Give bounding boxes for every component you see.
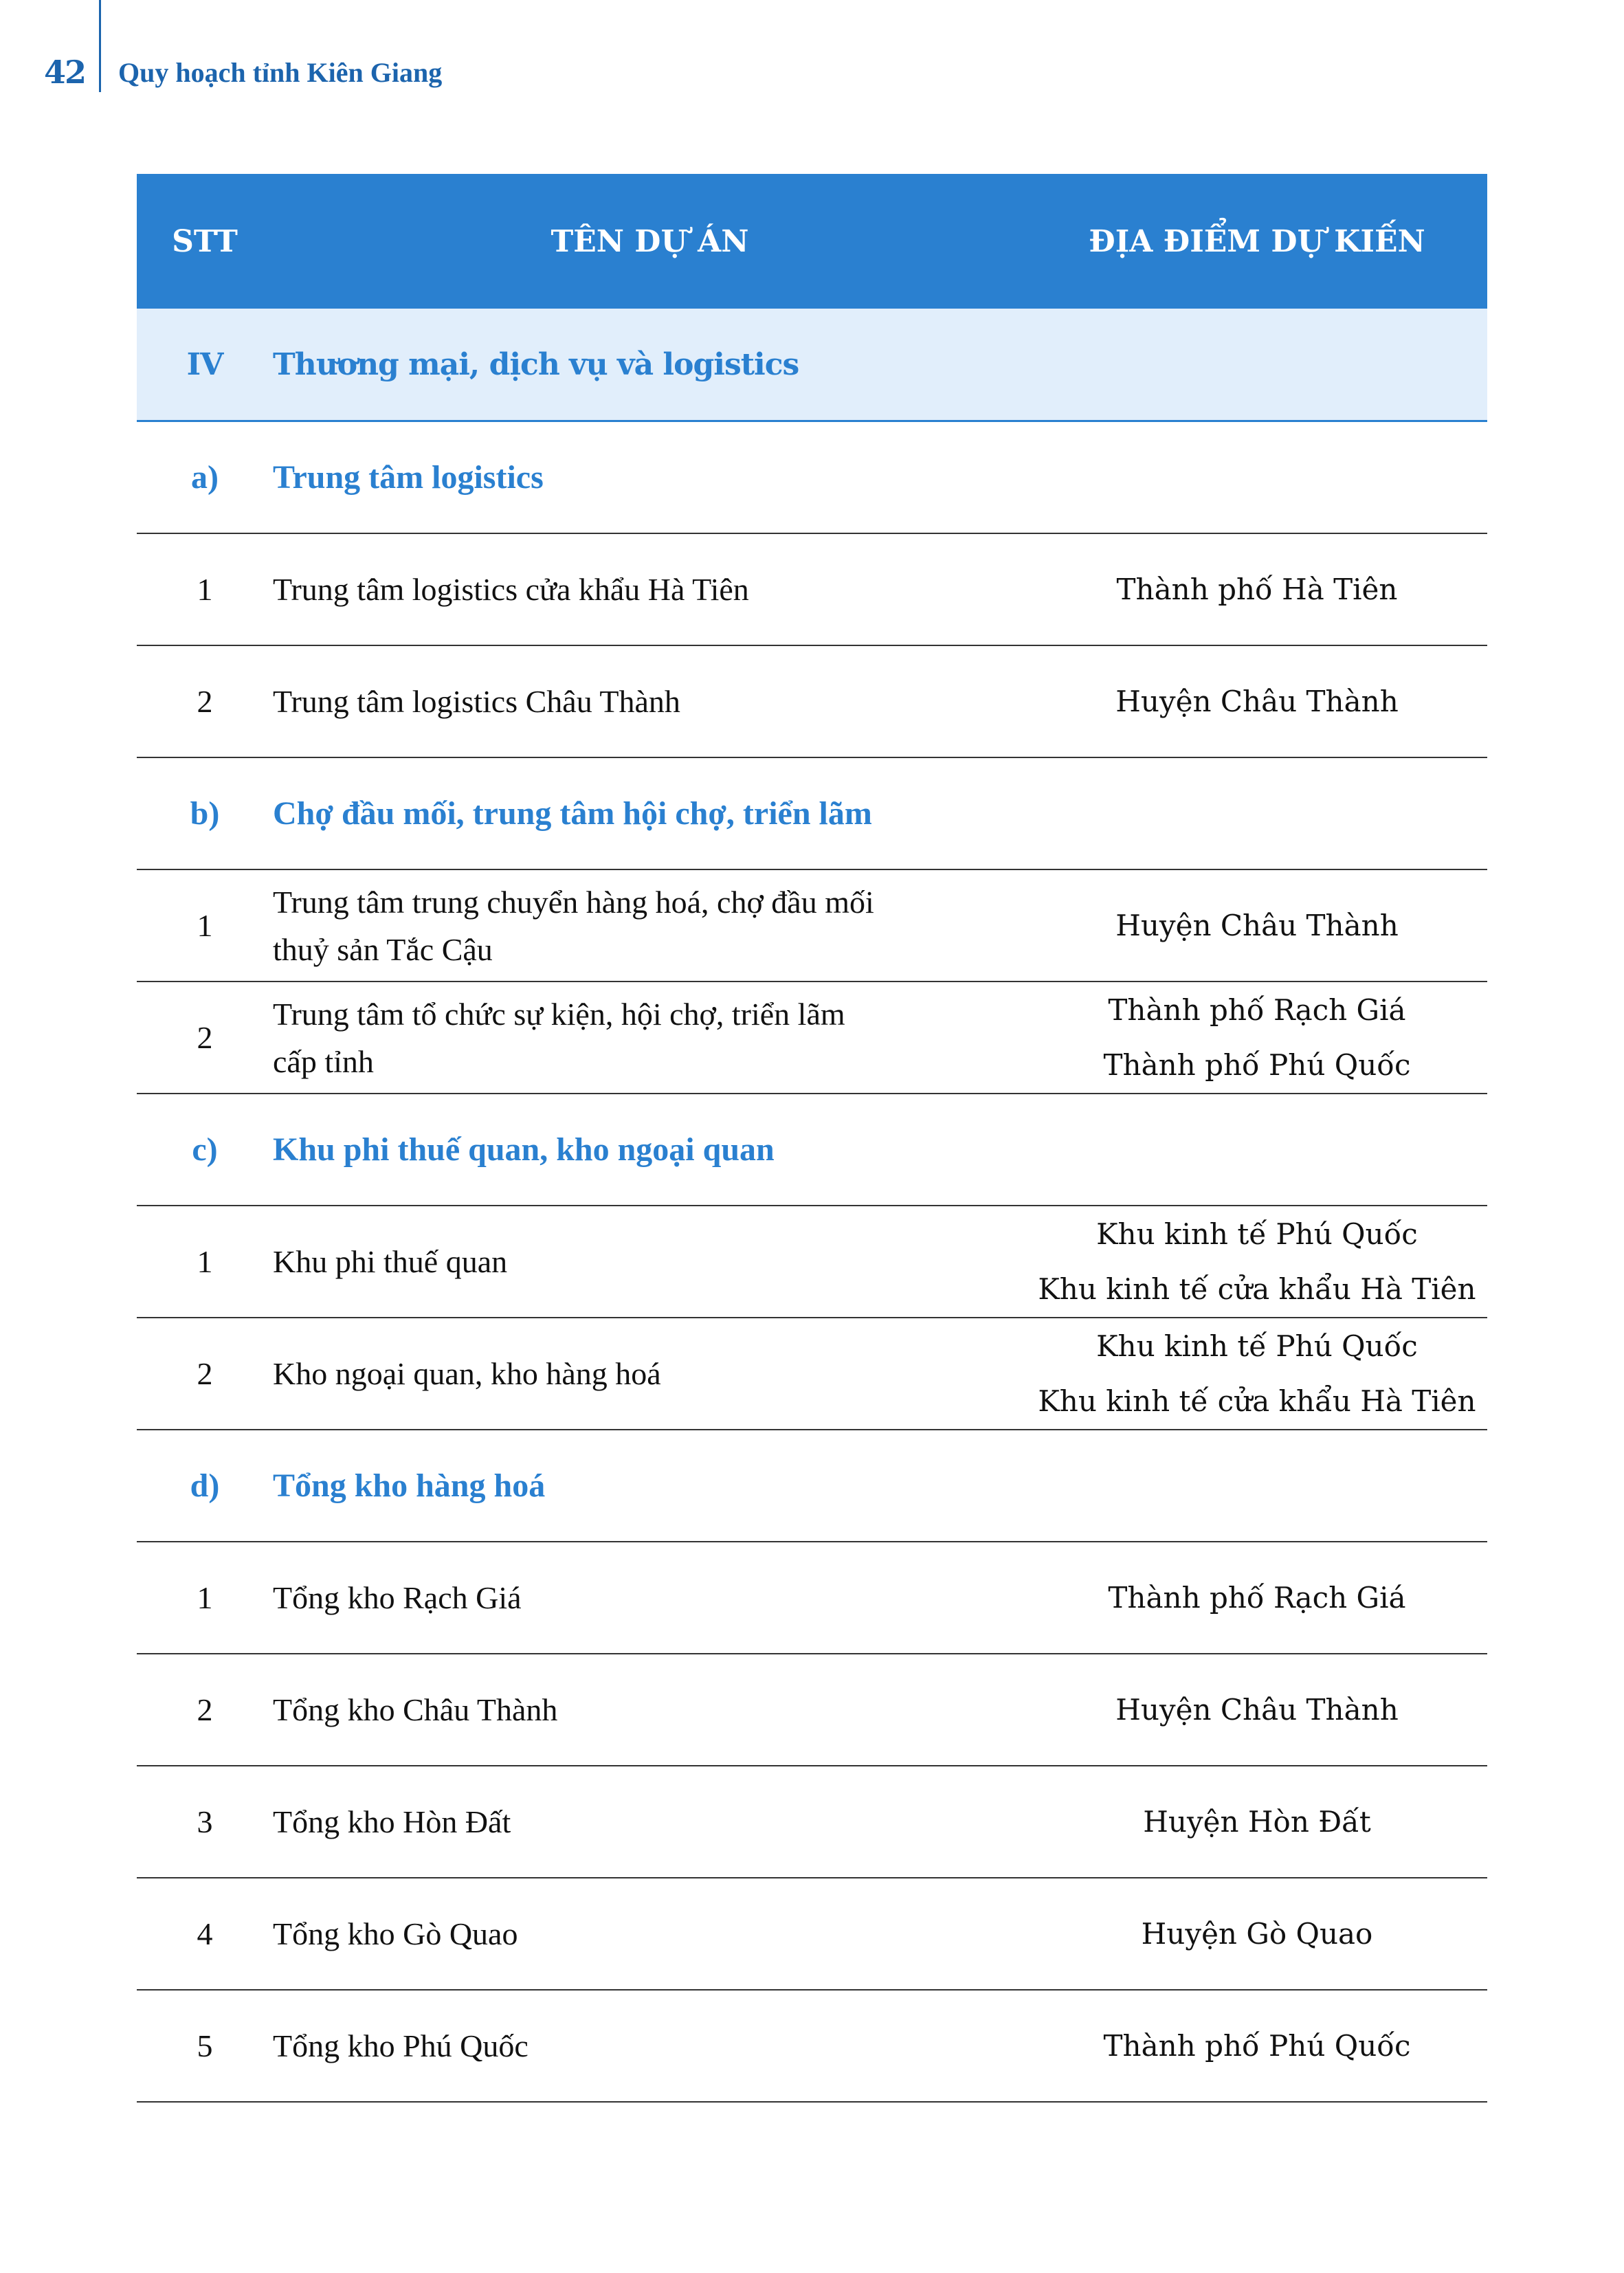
project-name bbox=[273, 2022, 1027, 2070]
project-location bbox=[1027, 1795, 1487, 1850]
project-name bbox=[273, 878, 1027, 973]
header-project-name: TÊN DỰ ÁN bbox=[550, 223, 749, 259]
row-stt: 2 bbox=[197, 1020, 213, 1055]
table-row bbox=[137, 982, 1487, 1094]
project-location bbox=[1027, 562, 1487, 617]
row-stt: 1 bbox=[197, 1244, 213, 1279]
table-row bbox=[137, 1654, 1487, 1766]
project-name bbox=[273, 678, 1027, 725]
section-row bbox=[137, 758, 1487, 870]
row-stt: 2 bbox=[197, 1356, 213, 1391]
project-name bbox=[273, 990, 1027, 1085]
project-name bbox=[273, 1910, 1027, 1958]
project-location bbox=[1027, 1907, 1487, 1962]
project-name-line: Tổng kho Châu Thành bbox=[273, 1692, 558, 1727]
section-stt: d) bbox=[190, 1467, 220, 1504]
project-name-line: Khu phi thuế quan bbox=[273, 1244, 508, 1279]
project-name bbox=[273, 1350, 1027, 1397]
project-name-line: Kho ngoại quan, kho hàng hoá bbox=[273, 1356, 661, 1391]
page-number: 42 bbox=[44, 54, 86, 91]
project-name-line: Tổng kho Hòn Đất bbox=[273, 1804, 511, 1839]
project-name bbox=[273, 1238, 1027, 1285]
location-line: Khu kinh tế cửa khẩu Hà Tiên bbox=[1038, 1384, 1476, 1418]
group-row bbox=[137, 309, 1487, 422]
project-location bbox=[1027, 674, 1487, 729]
project-location bbox=[1027, 898, 1487, 953]
section-stt: c) bbox=[192, 1131, 218, 1168]
project-name bbox=[273, 1798, 1027, 1845]
page-header bbox=[0, 0, 550, 96]
location-line: Khu kinh tế cửa khẩu Hà Tiên bbox=[1038, 1272, 1476, 1306]
location-line: Huyện Châu Thành bbox=[1115, 908, 1399, 942]
table-row bbox=[137, 646, 1487, 758]
location-line: Huyện Châu Thành bbox=[1115, 684, 1399, 718]
project-name-line: Trung tâm logistics Châu Thành bbox=[273, 684, 680, 719]
row-stt: 1 bbox=[197, 572, 213, 607]
project-name-line: cấp tỉnh bbox=[273, 1043, 374, 1079]
project-name-line: Tổng kho Phú Quốc bbox=[273, 2028, 529, 2063]
group-stt: IV bbox=[186, 346, 223, 382]
location-line: Thành phố Rạch Giá bbox=[1108, 1580, 1406, 1615]
location-line: Thành phố Phú Quốc bbox=[1103, 2028, 1411, 2063]
project-location bbox=[1027, 1683, 1487, 1738]
project-location bbox=[1027, 2019, 1487, 2074]
section-name: Chợ đầu mối, trung tâm hội chợ, triển lãm bbox=[273, 795, 872, 832]
project-name-line: Tổng kho Gò Quao bbox=[273, 1916, 518, 1951]
location-line: Thành phố Rạch Giá bbox=[1108, 993, 1406, 1027]
location-line: Huyện Gò Quao bbox=[1141, 1916, 1373, 1951]
project-name bbox=[273, 1686, 1027, 1733]
table-row bbox=[137, 1991, 1487, 2103]
table-header bbox=[137, 174, 1487, 309]
row-stt: 3 bbox=[197, 1804, 213, 1839]
project-name-line: Trung tâm logistics cửa khẩu Hà Tiên bbox=[273, 572, 749, 607]
project-location bbox=[1027, 1207, 1487, 1317]
section-name: Tổng kho hàng hoá bbox=[273, 1467, 546, 1504]
table-body bbox=[137, 422, 1487, 2103]
row-stt: 1 bbox=[197, 1580, 213, 1615]
project-name-line: Trung tâm trung chuyển hàng hoá, chợ đầu mối bbox=[273, 884, 874, 920]
location-line: Thành phố Hà Tiên bbox=[1116, 572, 1398, 606]
section-name: Khu phi thuế quan, kho ngoại quan bbox=[273, 1131, 775, 1168]
section-row bbox=[137, 422, 1487, 534]
project-name bbox=[273, 566, 1027, 613]
location-line: Huyện Hòn Đất bbox=[1143, 1804, 1371, 1839]
row-stt: 1 bbox=[197, 908, 213, 943]
section-stt: b) bbox=[190, 795, 220, 832]
project-location bbox=[1027, 983, 1487, 1093]
table-row bbox=[137, 534, 1487, 646]
row-stt: 4 bbox=[197, 1916, 213, 1951]
document-title: Quy hoạch tỉnh Kiên Giang bbox=[118, 57, 443, 88]
location-line: Huyện Châu Thành bbox=[1115, 1692, 1399, 1727]
project-name-line: Trung tâm tổ chức sự kiện, hội chợ, triển lãm bbox=[273, 996, 845, 1032]
table-row bbox=[137, 870, 1487, 982]
header-stt: STT bbox=[172, 223, 238, 259]
location-line: Thành phố Phú Quốc bbox=[1103, 1047, 1411, 1082]
location-line: Khu kinh tế Phú Quốc bbox=[1096, 1217, 1418, 1251]
row-stt: 2 bbox=[197, 684, 213, 719]
table-row bbox=[137, 1542, 1487, 1654]
row-stt: 2 bbox=[197, 1692, 213, 1727]
project-location bbox=[1027, 1319, 1487, 1429]
table-row bbox=[137, 1206, 1487, 1318]
project-name-line: Tổng kho Rạch Giá bbox=[273, 1580, 522, 1615]
section-name: Trung tâm logistics bbox=[273, 459, 544, 496]
location-line: Khu kinh tế Phú Quốc bbox=[1096, 1329, 1418, 1363]
section-stt: a) bbox=[191, 459, 219, 496]
header-location: ĐỊA ĐIỂM DỰ KIẾN bbox=[1089, 223, 1425, 259]
table-row bbox=[137, 1318, 1487, 1430]
section-row bbox=[137, 1094, 1487, 1206]
section-row bbox=[137, 1430, 1487, 1542]
group-name: Thương mại, dịch vụ và logistics bbox=[273, 346, 799, 382]
projects-table bbox=[137, 174, 1487, 2103]
project-location bbox=[1027, 1571, 1487, 1626]
project-name bbox=[273, 1574, 1027, 1621]
table-row bbox=[137, 1878, 1487, 1991]
header-divider bbox=[99, 0, 101, 92]
project-name-line: thuỷ sản Tắc Cậu bbox=[273, 931, 493, 967]
table-row bbox=[137, 1766, 1487, 1878]
row-stt: 5 bbox=[197, 2028, 213, 2063]
